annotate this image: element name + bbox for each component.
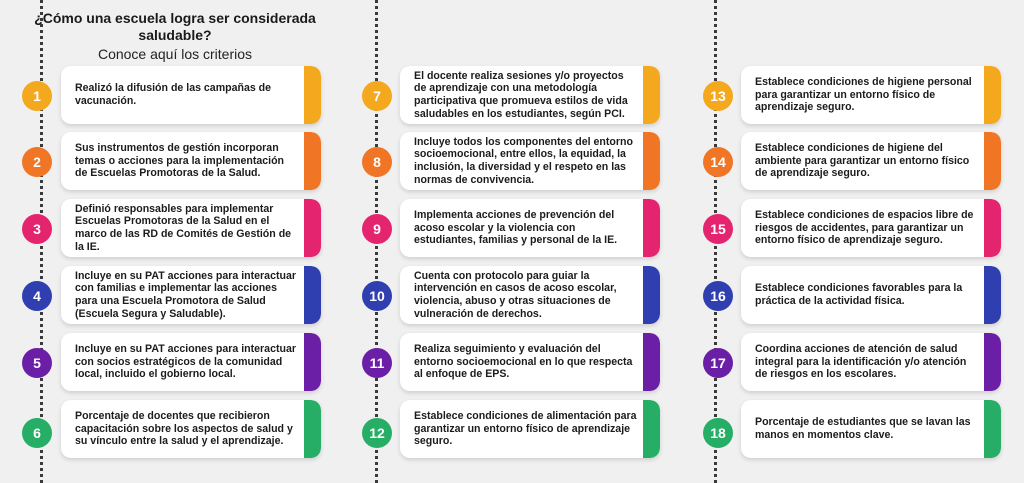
criterion-card-3: [61, 199, 321, 257]
criterion-text: Coordina acciones de atención de salud integral para la identificación y/o atención de riesgos en los escolares.: [755, 343, 967, 381]
criterion-text: Definió responsables para implementar Escuelas Promotoras de la Salud en el marco de las RD de Comités de Gestión de la IE.: [75, 202, 292, 253]
card-color-stripe: [304, 132, 321, 190]
criterion-card-18: [741, 400, 1001, 458]
criterion-text: Incluye todos los componentes del entorno socioemocional, entre ellos, la equidad, la inclusión, la diversidad y el respeto en las normas de convivencia.: [414, 135, 633, 186]
criterion-card-1: [61, 66, 321, 124]
card-color-stripe: [304, 333, 321, 391]
card-color-stripe: [643, 66, 660, 124]
criterion-number-badge: 6: [22, 418, 52, 448]
criterion-number-badge: 3: [22, 214, 52, 244]
card-color-stripe: [984, 266, 1001, 324]
criterion-text: Realizó la difusión de las campañas de vacunación.: [75, 82, 272, 107]
card-color-stripe: [643, 199, 660, 257]
criterion-card-13: [741, 66, 1001, 124]
page-title: ¿Cómo una escuela logra ser considerada saludable?: [34, 10, 316, 43]
criterion-card-8: [400, 132, 660, 190]
card-color-stripe: [643, 333, 660, 391]
card-color-stripe: [984, 333, 1001, 391]
card-color-stripe: [643, 400, 660, 458]
criterion-number-badge: 14: [703, 147, 733, 177]
criterion-number-badge: 4: [22, 281, 52, 311]
criterion-text: Cuenta con protocolo para guiar la intervención en casos de acoso escolar, violencia, abuso y otras situaciones de vulneración de derechos.: [414, 269, 617, 320]
criterion-text: Sus instrumentos de gestión incorporan temas o acciones para la implementación de Escuelas Promotoras de la Salud.: [75, 142, 285, 180]
criterion-card-16: [741, 266, 1001, 324]
criterion-text: Establece condiciones favorables para la práctica de la actividad física.: [755, 282, 963, 307]
criterion-card-10: [400, 266, 660, 324]
criterion-number-badge: 11: [362, 348, 392, 378]
criterion-card-2: [61, 132, 321, 190]
criterion-card-7: [400, 66, 660, 124]
criterion-number-badge: 1: [22, 81, 52, 111]
criterion-text: Incluye en su PAT acciones para interactuar con socios estratégicos de la comunidad local, incluido el gobierno local.: [75, 343, 296, 381]
criterion-card-11: [400, 333, 660, 391]
criterion-number-badge: 8: [362, 147, 392, 177]
criterion-number-badge: 5: [22, 348, 52, 378]
criterion-number-badge: 18: [703, 418, 733, 448]
criterion-number-badge: 17: [703, 348, 733, 378]
criterion-card-14: [741, 132, 1001, 190]
criterion-text: Establece condiciones de higiene personal para garantizar un entorno físico de aprendizaje seguro.: [755, 76, 972, 114]
criterion-text: Establece condiciones de espacios libre de riesgos de accidentes, para garantizar un entorno físico de aprendizaje seguro.: [755, 209, 974, 247]
card-color-stripe: [643, 266, 660, 324]
criterion-card-4: [61, 266, 321, 324]
criterion-card-15: [741, 199, 1001, 257]
card-color-stripe: [304, 266, 321, 324]
card-color-stripe: [304, 66, 321, 124]
criterion-number-badge: 16: [703, 281, 733, 311]
card-color-stripe: [643, 132, 660, 190]
criterion-number-badge: 9: [362, 214, 392, 244]
criterion-text: El docente realiza sesiones y/o proyectos de aprendizaje con una metodología participativa que promueva estilos de vida saludables en los estudiantes, según PCI.: [414, 69, 628, 120]
criterion-text: Establece condiciones de higiene del ambiente para garantizar un entorno físico de aprendizaje seguro.: [755, 142, 970, 180]
page-subtitle: Conoce aquí los criterios: [97, 46, 253, 62]
criterion-number-badge: 10: [362, 281, 392, 311]
criterion-number-badge: 2: [22, 147, 52, 177]
criterion-text: Establece condiciones de alimentación para garantizar un entorno físico de aprendizaje seguro.: [414, 410, 637, 448]
card-color-stripe: [304, 199, 321, 257]
criterion-number-badge: 15: [703, 214, 733, 244]
criterion-text: Realiza seguimiento y evaluación del entorno socioemocional en lo que respecta al enfoque de EPS.: [414, 343, 633, 381]
criterion-card-17: [741, 333, 1001, 391]
criterion-text: Incluye en su PAT acciones para interactuar con familias e implementar las acciones para una Escuela Promotora de Salud (Escuela Segura y Saludable).: [75, 269, 296, 320]
criterion-text: Porcentaje de docentes que recibieron capacitación sobre los aspectos de salud y su vínculo entre la salud y el aprendizaje.: [75, 410, 293, 448]
card-color-stripe: [984, 66, 1001, 124]
criterion-card-5: [61, 333, 321, 391]
criterion-number-badge: 7: [362, 81, 392, 111]
card-color-stripe: [984, 400, 1001, 458]
criterion-number-badge: 13: [703, 81, 733, 111]
card-color-stripe: [984, 132, 1001, 190]
criterion-card-6: [61, 400, 321, 458]
card-color-stripe: [304, 400, 321, 458]
criterion-text: Implementa acciones de prevención del acoso escolar y la violencia con estudiantes, familias y personal de la IE.: [414, 209, 618, 247]
criterion-text: Porcentaje de estudiantes que se lavan las manos en momentos clave.: [755, 416, 971, 441]
criterion-number-badge: 12: [362, 418, 392, 448]
header: [30, 10, 320, 63]
card-color-stripe: [984, 199, 1001, 257]
criterion-card-12: [400, 400, 660, 458]
criterion-card-9: [400, 199, 660, 257]
